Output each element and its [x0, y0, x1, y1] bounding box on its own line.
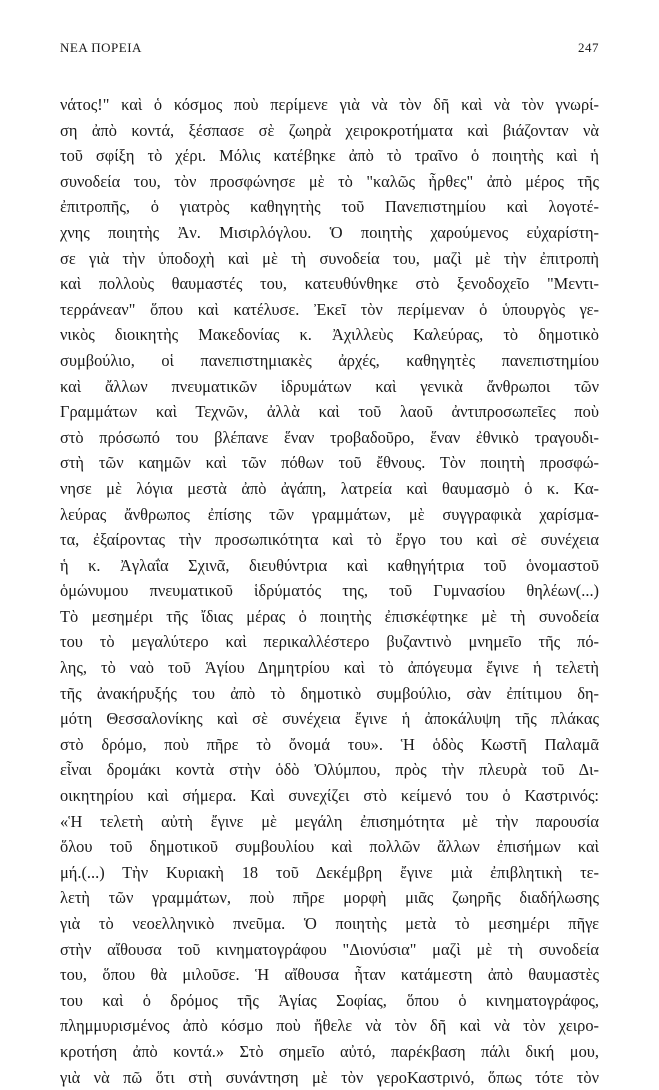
text-line: λεύρας ἄνθρωπος ἐπίσης τῶν γραμμάτων, μὲ συγγραφικὰ χαρίσμα- [60, 504, 599, 524]
page-number: 247 [578, 40, 599, 55]
text-line: του, ὅπου θὰ μιλοῦσε. Ἡ αἴθουσα ἦταν κατάμεστη ἀπὸ θαυμαστὲς [60, 965, 599, 985]
text-line: μή.(...) Τὴν Κυριακὴ 18 τοῦ Δεκέμβρη ἔγινε μιὰ ἐπιβλητικὴ τε- [60, 862, 599, 882]
text-line: γιὰ νὰ πῶ ὅτι στὴ συνάντηση μὲ τὸν γεροΚαστρινό, ὅπως τότε τὸν [60, 1067, 599, 1087]
text-line: Γραμμάτων καὶ Τεχνῶν, ἀλλὰ καὶ τοῦ λαοῦ ἀντιπροσωπεῖες ποὺ [60, 402, 599, 422]
text-line: νησε μὲ λόγια μεστὰ ἀπὸ ἀγάπη, λατρεία καὶ θαυμασμὸ ὁ κ. Κα- [60, 478, 599, 498]
text-line: χνης ποιητὴς Ἀν. Μισιρλόγλου. Ὁ ποιητὴς χαρούμενος εὐχαρίστη- [60, 222, 599, 242]
text-line: μότη Θεσσαλονίκης καὶ σὲ συνέχεια ἔγινε ἡ ἀποκάλυψη τῆς πλάκας [60, 709, 599, 729]
text-line: ὁμώνυμου πνευματικοῦ ἱδρύματός της, τοῦ Γυμνασίου θηλέων(...) [60, 581, 599, 601]
journal-title: ΝΕΑ ΠΟΡΕΙΑ [60, 40, 142, 55]
text-line: στὴ τῶν καημῶν καὶ τῶν πόθων τοῦ ἔθνους. Τὸν ποιητὴ προσφώ- [60, 453, 599, 473]
text-line: πλημμυρισμένος ἀπὸ κόσμο ποὺ ἤθελε νὰ τὸν δῆ καὶ νὰ τὸν χειρο- [60, 1016, 599, 1036]
text-line: εἶναι δρομάκι κοντὰ στὴν ὁδὸ Ὀλύμπου, πρὸς τὴν πλευρὰ τοῦ Δι- [60, 760, 599, 780]
text-line: νάτος!" καὶ ὁ κόσμος ποὺ περίμενε γιὰ νὰ τὸν δῆ καὶ νὰ τὸν γνωρί- [60, 95, 599, 114]
text-line: συνοδεία του, τὸν προσφώνησε μὲ τὸ "καλῶς ἦρθες" ἀπὸ μέρος τῆς [60, 171, 599, 191]
text-line: σε γιὰ τὴν ὑποδοχὴ καὶ μὲ τὴ συνοδεία του, μαζὶ μὲ τὴν ἐπιτροπὴ [60, 248, 599, 268]
text-line: στὸ πρόσωπό του βλέπανε ἕναν τροβαδοῦρο, ἕναν ἐθνικὸ τραγουδι- [60, 427, 599, 447]
text-line: Τὸ μεσημέρι τῆς ἴδιας μέρας ὁ ποιητὴς ἐπισκέφτηκε μὲ τὴ συνοδεία [60, 606, 599, 626]
running-header [60, 40, 599, 60]
text-line: λης, τὸ ναὸ τοῦ Ἁγίου Δημητρίου καὶ τὸ ἀπόγευμα ἔγινε ἡ τελετὴ [60, 658, 599, 678]
text-line: «Ἡ τελετὴ αὐτὴ ἔγινε μὲ μεγάλη ἐπισημότητα μὲ τὴν παρουσία [60, 811, 599, 831]
text-line: γιὰ τὸ νεοελληνικὸ πνεῦμα. Ὁ ποιητὴς μετὰ τὸ μεσημέρι πῆγε [60, 914, 599, 933]
text-line: ὅλου τοῦ δημοτικοῦ συμβουλίου καὶ πολλῶν ἄλλων ἐπισήμων καὶ [60, 837, 599, 857]
text-line: ση ἀπὸ κοντά, ξέσπασε σὲ ζωηρὰ χειροκροτήματα καὶ βιάζονταν νὰ [60, 120, 599, 140]
text-line: τοῦ σφίξη τὸ χέρι. Μόλις κατέβηκε ἀπὸ τὸ τραῖνο ὁ ποιητὴς καὶ ἡ [60, 146, 599, 166]
text-line: συμβούλιο, οἱ πανεπιστημιακὲς ἀρχές, καθηγητὲς πανεπιστημίου [60, 350, 599, 370]
text-line: τερράνεαν" ὅπου καὶ κατέλυσε. Ἐκεῖ τὸν περίμεναν ὁ ὑπουργὸς γε- [60, 299, 599, 319]
text-line: του καὶ ὁ δρόμος τῆς Ἁγίας Σοφίας, ὅπου ὁ κινηματογράφος, [60, 990, 599, 1010]
text-line: τῆς ἀνακήρυξής του ἀπὸ τὸ δημοτικὸ συμβούλιο, σὰν ἐπίτιμου δη- [60, 683, 599, 703]
text-line: καὶ πολλοὺς θαυμαστές του, κατευθύνθηκε στὸ ξενοδοχεῖο "Μεντι- [60, 274, 599, 294]
text-line: τα, ἐξαίροντας τὴν προσωπικότητα καὶ τὸ ἔργο του καὶ σὲ συνέχεια [60, 530, 599, 550]
text-line: του τὸ μεγαλύτερο καὶ περικαλλέστερο βυζαντινὸ μνημεῖο τῆς πό- [60, 632, 599, 652]
text-line: ἐπιτροπῆς, ὁ γιατρὸς καθηγητὴς τοῦ Πανεπιστημίου καὶ λογοτέ- [60, 197, 599, 217]
text-line: στὴν αἴθουσα τοῦ κινηματογράφου "Διονύσια" μαζὶ μὲ τὴ συνοδεία [60, 939, 599, 959]
text-line: στὸ δρόμο, ποὺ πῆρε τὸ ὄνομά του». Ἡ ὁδὸς Κωστῆ Παλαμᾶ [60, 734, 599, 754]
text-line: λετὴ τῶν γραμμάτων, ποὺ πῆρε μορφὴ μιᾶς ζωηρῆς διαδήλωσης [60, 888, 599, 908]
text-line: ἡ κ. Ἀγλαΐα Σχινᾶ, διευθύντρια καὶ καθηγήτρια τοῦ ὁνομαστοῦ [60, 555, 599, 575]
text-line: κροτήση ἀπὸ κοντά.» Στὸ σημεῖο αὐτό, παρέκβαση πάλι δική μου, [60, 1041, 599, 1061]
text-line: οικητηρίου καὶ σήμερα. Καὶ συνεχίζει στὸ κείμενό του ὁ Καστρινός: [60, 786, 599, 806]
text-line: νικὸς διοικητὴς Μακεδονίας κ. Ἀχιλλεὺς Καλεύρας, τὸ δημοτικὸ [60, 325, 599, 345]
body-text [60, 92, 599, 1090]
text-line: καὶ ἄλλων πνευματικῶν ἱδρυμάτων καὶ γενικὰ ἄνθρωποι τῶν [60, 376, 599, 396]
